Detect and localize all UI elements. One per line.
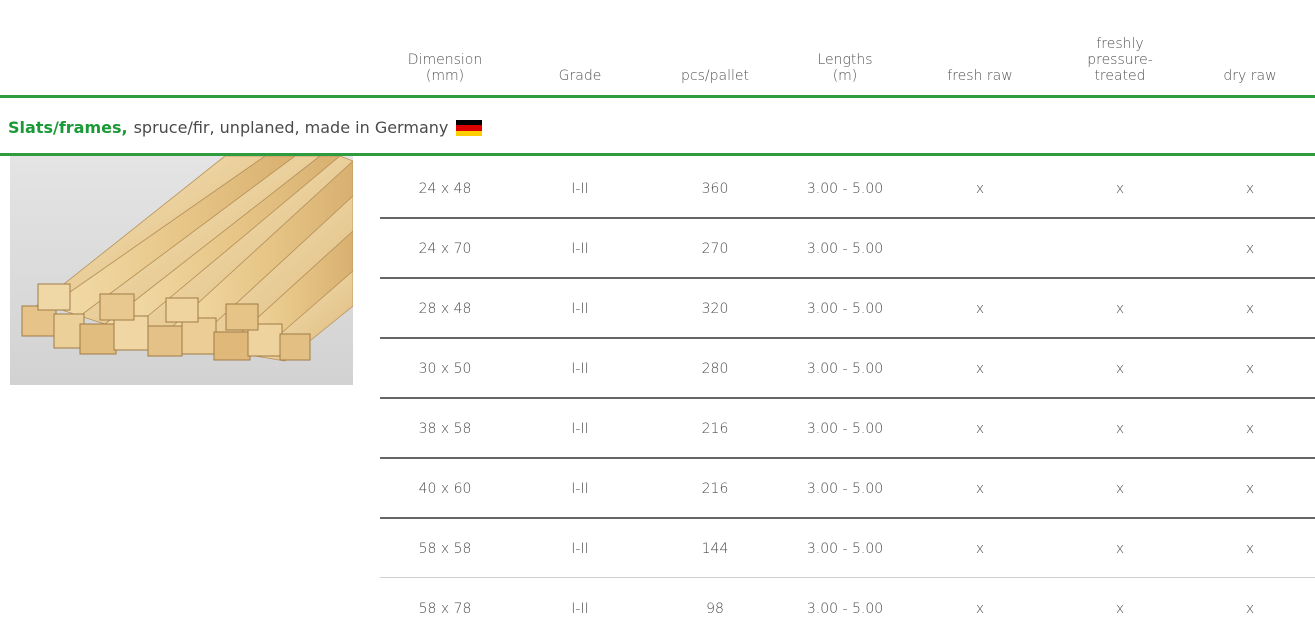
table-row <box>380 279 1315 339</box>
table-row <box>380 579 1315 639</box>
cell-dry-raw: x <box>1245 481 1255 497</box>
column-header-dimension: Dimension (mm) <box>407 52 483 84</box>
cell-pcs-pallet: 360 <box>701 181 729 197</box>
cell-grade: I-II <box>571 181 589 197</box>
cell-lengths: 3.00 - 5.00 <box>806 601 884 617</box>
section-title-strong: Slats/frames, <box>8 118 128 137</box>
cell-pcs-pallet: 280 <box>701 361 729 377</box>
cell-freshly-pressure-treated: x <box>1115 361 1125 377</box>
cell-dry-raw: x <box>1245 301 1255 317</box>
cell-dry-raw: x <box>1245 241 1255 257</box>
cell-grade: I-II <box>571 421 589 437</box>
cell-freshly-pressure-treated: x <box>1115 301 1125 317</box>
cell-lengths: 3.00 - 5.00 <box>806 361 884 377</box>
cell-lengths: 3.00 - 5.00 <box>806 241 884 257</box>
table-row <box>380 399 1315 459</box>
cell-lengths: 3.00 - 5.00 <box>806 301 884 317</box>
cell-pcs-pallet: 216 <box>701 481 729 497</box>
cell-fresh-raw: x <box>975 301 985 317</box>
cell-dimension: 24 x 70 <box>418 241 472 257</box>
cell-grade: I-II <box>571 241 589 257</box>
cell-lengths: 3.00 - 5.00 <box>806 421 884 437</box>
column-header-fresh-raw: fresh raw <box>947 68 1013 84</box>
cell-lengths: 3.00 - 5.00 <box>806 541 884 557</box>
cell-fresh-raw: x <box>975 601 985 617</box>
table-row <box>380 219 1315 279</box>
column-header-freshly-pressure-treated: freshly pressure- treated <box>1087 36 1153 84</box>
column-header-pcs-pallet: pcs/pallet <box>681 68 749 84</box>
column-header-dry-raw: dry raw <box>1223 68 1277 84</box>
cell-freshly-pressure-treated: x <box>1115 601 1125 617</box>
cell-fresh-raw: x <box>975 181 985 197</box>
table-row <box>380 339 1315 399</box>
cell-pcs-pallet: 270 <box>701 241 729 257</box>
cell-fresh-raw: x <box>975 541 985 557</box>
cell-fresh-raw <box>930 219 1030 279</box>
cell-pcs-pallet: 144 <box>701 541 729 557</box>
cell-dimension: 28 x 48 <box>418 301 472 317</box>
cell-dimension: 24 x 48 <box>418 181 472 197</box>
cell-freshly-pressure-treated <box>1060 219 1180 279</box>
cell-dimension: 40 x 60 <box>418 481 472 497</box>
cell-dry-raw: x <box>1245 181 1255 197</box>
table-row <box>380 159 1315 219</box>
cell-grade: I-II <box>571 301 589 317</box>
column-header-grade: Grade <box>558 68 602 84</box>
cell-dry-raw: x <box>1245 361 1255 377</box>
cell-lengths: 3.00 - 5.00 <box>806 481 884 497</box>
cell-grade: I-II <box>571 361 589 377</box>
cell-fresh-raw: x <box>975 421 985 437</box>
cell-freshly-pressure-treated: x <box>1115 541 1125 557</box>
cell-dimension: 38 x 58 <box>418 421 472 437</box>
cell-fresh-raw: x <box>975 481 985 497</box>
cell-lengths: 3.00 - 5.00 <box>806 181 884 197</box>
cell-dry-raw: x <box>1245 541 1255 557</box>
header-rule <box>0 95 1315 98</box>
germany-flag-icon <box>456 120 482 136</box>
cell-dry-raw: x <box>1245 601 1255 617</box>
cell-grade: I-II <box>571 481 589 497</box>
cell-dimension: 30 x 50 <box>418 361 472 377</box>
cell-pcs-pallet: 216 <box>701 421 729 437</box>
cell-fresh-raw: x <box>975 361 985 377</box>
section-title <box>8 117 482 139</box>
cell-freshly-pressure-treated: x <box>1115 481 1125 497</box>
cell-dry-raw: x <box>1245 421 1255 437</box>
table-row <box>380 459 1315 519</box>
cell-grade: I-II <box>571 541 589 557</box>
column-header-lengths: Lengths (m) <box>817 52 873 84</box>
cell-pcs-pallet: 320 <box>701 301 729 317</box>
section-title-rest: spruce/fir, unplaned, made in Germany <box>133 118 449 137</box>
cell-grade: I-II <box>571 601 589 617</box>
cell-dimension: 58 x 78 <box>418 601 472 617</box>
cell-freshly-pressure-treated: x <box>1115 421 1125 437</box>
cell-freshly-pressure-treated: x <box>1115 181 1125 197</box>
cell-dimension: 58 x 58 <box>418 541 472 557</box>
row-divider <box>380 577 1315 578</box>
flag-stripe <box>456 131 482 136</box>
table-row <box>380 519 1315 579</box>
cell-pcs-pallet: 98 <box>706 601 724 617</box>
product-photo <box>10 156 353 385</box>
